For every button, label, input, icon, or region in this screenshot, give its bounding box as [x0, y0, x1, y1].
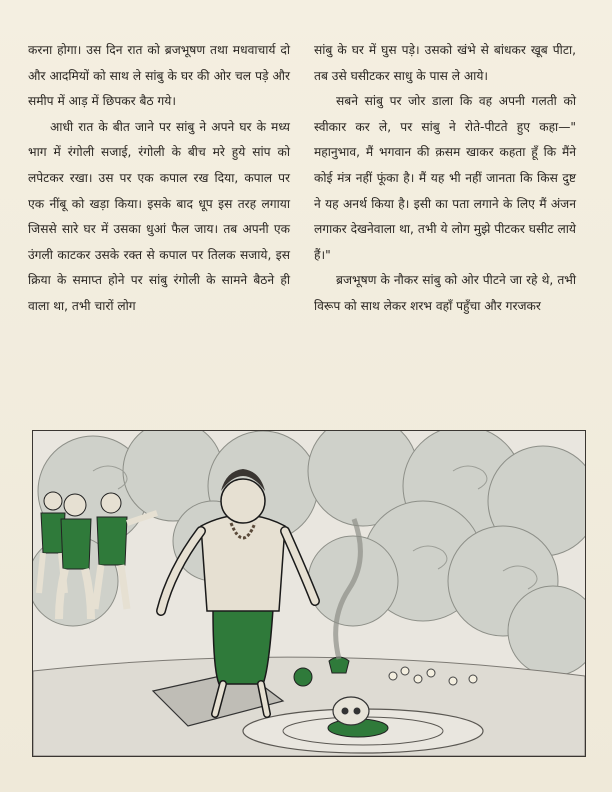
illustration-drawing: [33, 431, 585, 756]
left-paragraph-1: करना होगा। उस दिन रात को ब्रजभूषण तथा मधवाचार्य दो और आदमियों को साथ ले सांबु के घर की ओर चल पड़े और समीप में आड़ में छिपकर बैठ गये।: [28, 43, 290, 109]
right-text-column: [314, 38, 576, 320]
left-text-column: [28, 38, 290, 320]
right-paragraph-1: सांबु के घर में घुस पड़े। उसको खंभे से बांधकर खूब पीटा, तब उसे घसीटकर साधु के पास ले आये।: [314, 43, 576, 83]
right-paragraph-3: ब्रजभूषण के नौकर सांबु को ओर पीटने जा रहे थे, तभी विरूप को साथ लेकर शरभ वहाँ पहुँचा और गरजकर: [314, 273, 576, 313]
left-paragraph-2: आधी रात के बीत जाने पर सांबु ने अपने घर के मध्य भाग में रंगोली सजाई, रंगोली के बीच मरे हुये सांप को लपेटकर रखा। उस पर एक कपाल रख दिया, कपाल पर एक नींबू को खड़ा किया। इसके बाद धूप इस तरह लगाया जिससे सारे घर में उसका धुआं फैल जाय। तब अपनी एक उंगली काटकर उसके रक्त से कपाल पर तिलक सजाये, इस क्रिया के समाप्त होने पर सांबु रंगोली के सामने बैठने ही वाला था, तभी चारों लोग: [28, 119, 290, 313]
skull-icon: [333, 697, 369, 725]
story-illustration: [32, 430, 586, 757]
right-paragraph-2: सबने सांबु पर जोर डाला कि वह अपनी गलती को स्वीकार कर ले, पर सांबु ने रोते-पीटते हुए कहा—" महानुभाव, मैं भगवान की क़सम खाकर कहता हूँ कि मैंने कोई मंत्र नहीं फूंका है। मैं यह भी नहीं जानता कि किस दुष्ट ने यह अनर्थ किया है। इसी का पता लगाने के लिए मैं अंजन लगाकर देखनेवाला था, तभी ये लोग मुझे पीटकर घसीट लाये हैं।": [314, 94, 576, 262]
